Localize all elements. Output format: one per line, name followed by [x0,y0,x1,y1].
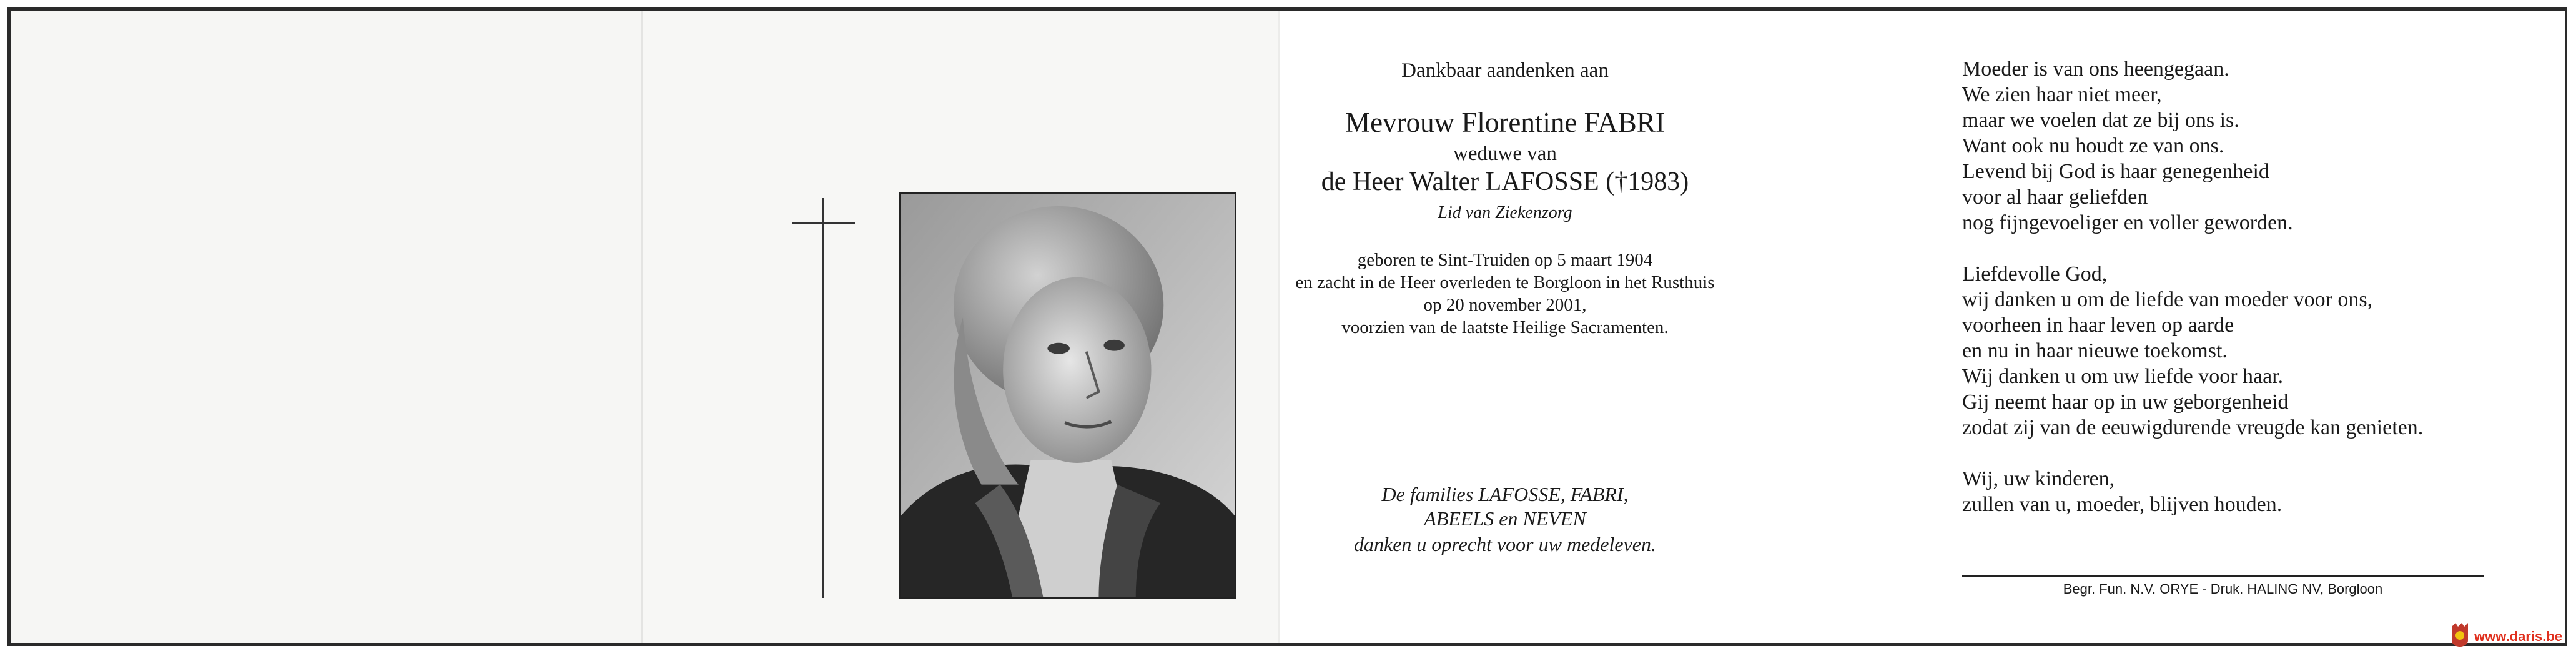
photo-panel [641,11,1280,643]
printer-credit: Begr. Fun. N.V. ORYE - Druk. HALING NV, Borgloon [2063,581,2383,597]
families-line-1: De families LAFOSSE, FABRI, [1381,483,1629,505]
poem-stanza-2 [1962,261,2423,440]
poem-stanza-1 [1962,56,2423,236]
poem-line: We zien haar niet meer, [1962,83,2162,106]
died-text: en zacht in de Heer overleden te Borgloon in het Rusthuis [1295,272,1715,292]
poem-line: zullen van u, moeder, blijven houden. [1962,493,2282,516]
born-text: geboren te Sint-Truiden op 5 maart 1904 [1357,250,1653,270]
poem-line: voorheen in haar leven op aarde [1962,314,2234,337]
poem-line: Gij neemt haar op in uw geborgenheid [1962,390,2289,414]
poem-line: Moeder is van ons heengegaan. [1962,57,2229,81]
families-line-3: danken u oprecht voor uw medeleven. [1354,533,1656,555]
sacraments-text: voorzien van de laatste Heilige Sacramenten. [1341,317,1669,337]
blank-panel [11,11,641,643]
deceased-name: Mevrouw Florentine FABRI [1345,107,1665,138]
husband-name: de Heer Walter LAFOSSE (†1983) [1321,167,1689,196]
portrait-photo [899,192,1236,599]
cross-icon [822,198,824,598]
divider [1962,575,2484,577]
poem-line: Levend bij God is haar genegenheid [1962,160,2269,183]
poem-line: Want ook nu houdt ze van ons. [1962,134,2224,157]
poem-line: Liefdevolle God, [1962,262,2108,286]
poem-line: Wij, uw kinderen, [1962,467,2115,490]
watermark-link[interactable]: www.daris.be [2474,629,2563,644]
poem-line: maar we voelen dat ze bij ons is. [1962,109,2239,132]
poem [1962,56,2423,517]
poem-line: wij danken u om de liefde van moeder voor ons, [1962,288,2373,311]
cross-icon-bar [792,222,855,224]
poem-line: voor al haar geliefden [1962,186,2148,209]
member-text: Lid van Ziekenzorg [1438,203,1572,222]
poem-line: Wij danken u om uw liefde voor haar. [1962,365,2284,388]
death-date-text: op 20 november 2001, [1423,295,1587,315]
poem-line: nog fijngevoeliger en voller geworden. [1962,211,2293,234]
poem-stanza-3 [1962,466,2423,517]
poem-line: zodat zij van de eeuwigdurende vreugde kan genieten. [1962,416,2424,439]
watermark-logo-icon [2449,622,2470,648]
widow-of-text: weduwe van [1453,142,1557,165]
families-line-2: ABEELS en NEVEN [1424,507,1586,530]
poem-line: en nu in haar nieuwe toekomst. [1962,339,2228,362]
intro-text: Dankbaar aandenken aan [1401,59,1609,82]
